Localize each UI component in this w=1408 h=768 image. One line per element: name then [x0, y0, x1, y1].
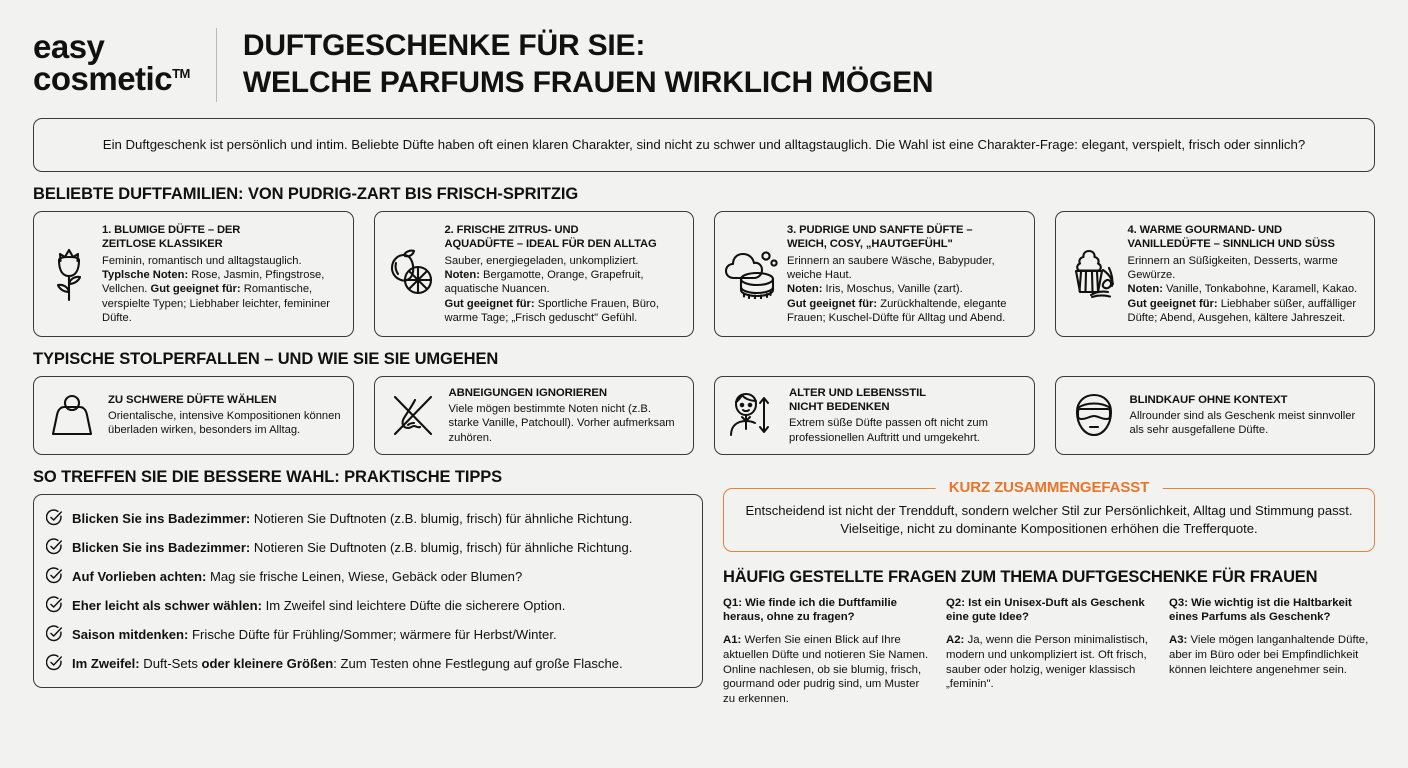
faq-item: [1169, 596, 1375, 707]
family-notes-label: Noten:: [1127, 283, 1163, 296]
family-notes-label: Typlsche Noten:: [102, 269, 189, 282]
families-grid: [33, 211, 1375, 337]
brand-line2: cosmetic: [33, 60, 173, 97]
tip-item: [46, 620, 688, 649]
tips-section-title: SO TREFFEN SIE DIE BESSERE WAHL: PRAKTISCHE TIPPS: [33, 467, 503, 486]
nose-crossed-icon: [384, 391, 442, 439]
family-card-notes: [1128, 282, 1364, 296]
faq-item: [723, 596, 929, 707]
brand-line1: easy: [33, 27, 105, 65]
tip-text: [72, 596, 565, 614]
weight-icon: [43, 392, 101, 438]
blindfold-face-icon: [1065, 392, 1123, 438]
summary-text: Entscheidend ist nicht der Trendduft, sondern welcher Stil zur Persönlichkeit, Alltag und Stimmung passt. Vielseitige, nicht zu dominante Kompositionen erhöhen die Trefferquote.: [745, 502, 1353, 537]
check-circle-icon: [46, 509, 63, 526]
family-card-fit: [445, 297, 683, 325]
pitfall-card-text: Extrem süße Düfte passen oft nicht zum professionellen Auftritt und umgekehrt.: [789, 417, 988, 444]
header-divider: [216, 28, 217, 102]
family-card-title: [1128, 224, 1364, 252]
tip-body: Mag sie frische Leinen, Wiese, Gebäck oder Blumen?: [206, 569, 523, 585]
family-card: [1055, 211, 1376, 337]
tip-body: Notieren Sie Duftnoten (z.B. blumig, frisch) für ähnliche Richtung.: [250, 540, 633, 556]
faq-answer-text: Viele mögen langanhaltende Düfte, aber im Büro oder bei Empfindlichkeit können leichtere angenehmer sein.: [1169, 633, 1369, 676]
family-fit-label: Gut geeignet für:: [787, 297, 878, 310]
faq-question: Q2: Ist ein Unisex-Duft als Geschenk eine gute Idee?: [946, 596, 1145, 624]
family-card-body: [1128, 223, 1364, 325]
cupcake-vanilla-icon: [1065, 248, 1121, 300]
family-fit-label: Gut geeignet für:: [1127, 297, 1218, 310]
family-notes: Rose, Jasmin, Pfingstrose, Vellchen.: [102, 269, 325, 296]
family-notes: Bergamotte, Orange, Grapefruit, aquatische Nuancen.: [444, 269, 644, 296]
pitfall-title-line1: ALTER UND LEBENSSTIL: [789, 387, 927, 400]
pitfall-card-title: ABNEIGUNGEN IGNORIEREN: [448, 387, 608, 399]
check-circle-icon: [46, 625, 63, 642]
tip-label: Im Zweifel:: [72, 656, 140, 672]
check-circle-icon: [46, 567, 63, 584]
family-fit-label: Gut geeignet für:: [444, 297, 535, 310]
tip-label: Auf Vorlieben achten:: [72, 569, 207, 585]
brand-logo: [33, 27, 216, 97]
intro-text: Ein Duftgeschenk ist persönlich und intim. Beliebte Düfte haben oft einen klaren Charakter, sind nicht zu schwer und alltagstauglich. Die Wahl ist eine Charakter-Frage: elegant, verspielt, frisch oder sinnlich?: [102, 136, 1306, 152]
faq-grid: [723, 596, 1375, 707]
tip-item: [46, 649, 688, 678]
tips-box: [33, 494, 703, 688]
family-card-title: [445, 224, 683, 252]
summary-box: [723, 478, 1375, 552]
tip-label: Blicken Sie ins Badezimmer:: [72, 540, 251, 556]
family-fit: Romantische, verspielte Typen; Liebhaber leichter, femininer Düfte.: [102, 283, 331, 324]
family-card: [33, 211, 354, 337]
family-card: [714, 211, 1035, 337]
tip-item: [46, 591, 688, 620]
pitfall-card: [714, 376, 1035, 455]
page-header: [33, 0, 1375, 118]
pitfall-card-body: [789, 386, 1023, 445]
family-card-notes: [787, 282, 1023, 296]
tip-text: [72, 625, 557, 643]
check-circle-icon: [46, 596, 63, 613]
tip-text: [72, 654, 623, 672]
family-fit: Sportliche Frauen, Büro, warme Tage; „Frisch geduscht" Gefühl.: [444, 297, 659, 324]
powder-cloud-icon: [724, 249, 780, 299]
tip-label: Saison mitdenken:: [72, 627, 189, 643]
family-title-line1: 4. WARME GOURMAND- UND: [1127, 224, 1282, 237]
intro-box: [33, 118, 1375, 172]
page-title-line1: DUFTGESCHENKE FÜR SIE:: [242, 29, 646, 63]
family-title-line2: AQUADÜFTE – IDEAL FÜR DEN ALLTAG: [444, 237, 657, 250]
faq-question: Q1: Wie finde ich die Duftfamilie heraus, ohne zu fragen?: [723, 596, 897, 624]
pitfall-card: [374, 376, 695, 455]
tip-body: Duft-Sets oder kleinere Größen: Zum Testen ohne Festlegung auf große Flasche.: [139, 656, 623, 672]
pitfall-card-text: Orientalische, intensive Kompositionen können überladen wirken, besonders im Alltag.: [108, 410, 341, 437]
family-title-line1: 1. BLUMIGE DÜFTE – DER: [102, 224, 241, 237]
tip-text: [72, 538, 632, 556]
family-card-body: [445, 223, 683, 325]
family-fit: Zurückhaltende, elegante Frauen; Kuschel-Düfte für Alltag und Abend.: [787, 297, 1007, 324]
family-card-notes: [445, 268, 683, 296]
faq-answer: [1169, 633, 1375, 677]
tip-body: Frische Düfte für Frühling/Sommer; wärmere für Herbst/Winter.: [188, 627, 557, 643]
faq-answer: [723, 633, 929, 707]
faq-question: Q3: Wie wichtig ist die Haltbarkeit eines Parfums als Geschenk?: [1169, 596, 1352, 624]
faq-answer-text: Werfen Sie einen Blick auf Ihre aktuellen Düfte und notieren Sie Namen. Online nachlesen, ob sie blumig, frisch, gourmand oder pudrig sind, um Muster zu erkennen.: [723, 633, 929, 706]
faq-section-title: HÄUFIG GESTELLTE FRAGEN ZUM THEMA DUFTGESCHENKE FÜR FRAUEN: [723, 567, 1318, 586]
tip-body: Notieren Sie Duftnoten (z.B. blumig, frisch) für ähnliche Richtung.: [250, 511, 633, 527]
tip-item: [46, 504, 688, 533]
faq-item: [946, 596, 1152, 707]
family-card: [374, 211, 695, 337]
tip-body: Im Zweifel sind leichtere Düfte die sicherere Option.: [261, 598, 566, 614]
family-title-line2: VANILLEDÜFTE – SINNLICH UND SÜSS: [1127, 237, 1335, 250]
tip-label: Eher leicht als schwer wählen:: [72, 598, 262, 614]
faq-answer-text: Ja, wenn die Person minimalistisch, modern und unkompliziert ist. Oft frisch, sauber oder holzig, weniger klassisch „feminin".: [946, 633, 1148, 691]
family-notes: Iris, Moschus, Vanille (zart).: [822, 283, 963, 296]
family-card-title: [102, 224, 342, 252]
faq-answer-label: A2:: [946, 633, 965, 646]
tips-column: [33, 468, 703, 707]
tip-text: [72, 509, 632, 527]
family-fit: Liebhaber süßer, auffälliger Düfte; Abend, Ausgehen, kältere Jahreszeit.: [1127, 297, 1357, 324]
summary-legend: KURZ ZUSAMMENGEFASST: [936, 479, 1163, 496]
family-card-details: [102, 268, 342, 325]
check-circle-icon: [46, 538, 63, 555]
family-notes-label: Noten:: [444, 269, 480, 282]
pitfall-card-text: Allrounder sind als Geschenk meist sinnvoller als sehr ausgefallene Düfte.: [1129, 410, 1356, 437]
page-title: [243, 28, 934, 101]
family-card-title: [787, 224, 1023, 252]
family-title-line2: ZEITLOSE KLASSIKER: [102, 237, 223, 250]
faq-answer: [946, 633, 1152, 692]
family-card-body: [102, 223, 342, 325]
trademark-symbol: TM: [172, 66, 190, 81]
families-section-title: BELIEBTE DUFTFAMILIEN: VON PUDRIG-ZART BIS FRISCH-SPRITZIG: [33, 185, 579, 203]
family-title-line2: WEICH, COSY, „HAUTGEFÜHL": [787, 237, 953, 250]
family-notes-label: Noten:: [787, 283, 823, 296]
rose-icon: [43, 246, 95, 302]
family-card-fit: [787, 297, 1023, 325]
summary-faq-column: [723, 468, 1375, 707]
family-card-fit: [1128, 297, 1364, 325]
pitfall-card-title: ZU SCHWERE DÜFTE WÄHLEN: [108, 394, 277, 407]
family-card-intro: Sauber, energiegeladen, unkompliziert.: [444, 254, 639, 267]
family-card-body: [787, 223, 1023, 325]
family-title-line1: 2. FRISCHE ZITRUS- UND: [444, 224, 579, 237]
family-title-line1: 3. PUDRIGE UND SANFTE DÜFTE –: [787, 224, 973, 237]
family-notes: Vanille, Tonkabohne, Karamell, Kakao.: [1162, 283, 1358, 296]
pitfall-title-line2: NICHT BEDENKEN: [789, 401, 890, 414]
family-fit-label: Gut geeignet für:: [150, 283, 241, 296]
pitfalls-grid: [33, 376, 1375, 455]
pitfall-card-body: [1130, 393, 1364, 438]
pitfall-card-title: [789, 386, 1023, 414]
pitfall-card: [1055, 376, 1376, 455]
faq-answer-label: A3:: [1169, 633, 1188, 646]
pitfall-card: [33, 376, 354, 455]
check-circle-icon: [46, 654, 63, 671]
pitfall-card-text: Viele mögen bestimmte Noten nicht (z.B. starke Vanille, Patchoull). Vorher aufmerksam zuhören.: [448, 403, 675, 444]
faq-answer-label: A1:: [723, 633, 742, 646]
tip-item: [46, 533, 688, 562]
person-arrow-icon: [724, 391, 782, 439]
pitfall-card-body: [108, 393, 342, 438]
tip-text: [72, 567, 522, 585]
pitfalls-section-title: TYPISCHE STOLPERFALLEN – UND WIE SIE SIE UMGEHEN: [33, 350, 499, 368]
lemon-icon: [384, 249, 438, 299]
tip-item: [46, 562, 688, 591]
lower-section: [33, 468, 1375, 707]
family-card-intro: Feminin, romantisch und alltagstauglich.: [102, 254, 302, 267]
family-card-intro: Erinnern an Süßigkeiten, Desserts, warme Gewürze.: [1127, 254, 1338, 282]
page-title-line2: WELCHE PARFUMS FRAUEN WIRKLICH MÖGEN: [242, 66, 934, 99]
pitfall-card-title: BLINDKAUF OHNE KONTEXT: [1129, 394, 1288, 407]
tip-label: Blicken Sie ins Badezimmer:: [72, 511, 251, 527]
pitfall-card-body: [449, 386, 683, 445]
family-card-intro: Erinnern an saubere Wäsche, Babypuder, weiche Haut.: [787, 254, 995, 282]
